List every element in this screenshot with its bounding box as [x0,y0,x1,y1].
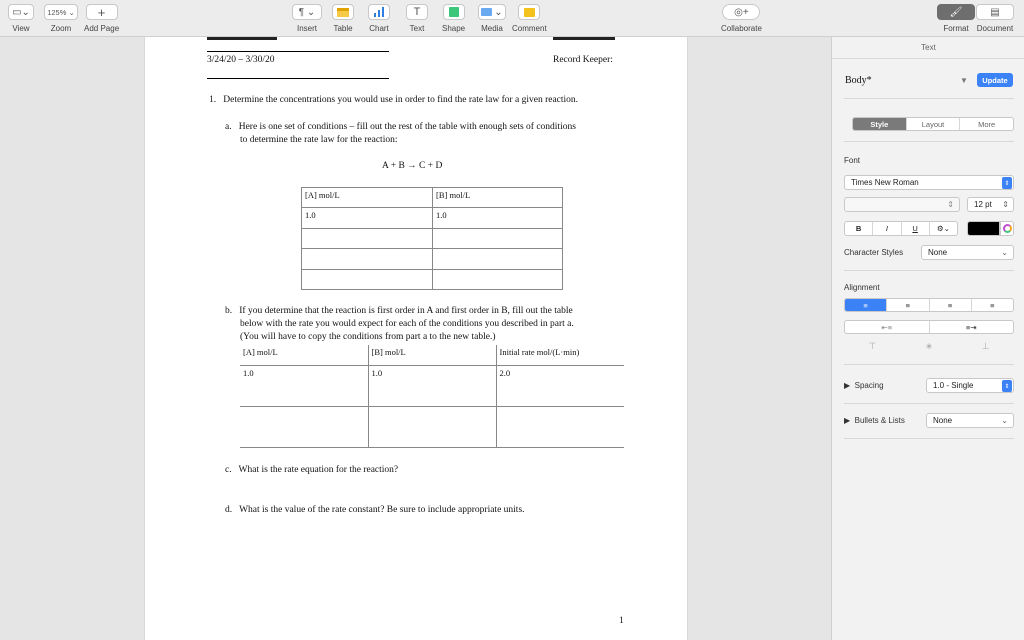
decrease-indent-icon[interactable]: ⇤≡ [845,321,930,333]
font-family-select[interactable] [844,175,1014,190]
format-button[interactable]: 🖌 Format [937,4,975,33]
rates-table[interactable] [240,345,624,448]
table-cell[interactable] [433,229,563,249]
shape-icon [443,4,465,20]
alignment-buttons [844,298,1014,312]
insert-button[interactable]: ¶ ⌄ Insert [292,4,322,33]
reaction-equation: A + B → C + D [382,161,443,171]
align-justify-icon[interactable]: ≡ [990,300,995,310]
align-top-icon[interactable]: ⊤ [868,341,877,351]
table-header[interactable]: [A] mol/L [302,188,433,208]
rule-line [207,51,389,52]
bold-button[interactable]: B [845,222,873,235]
text-color-swatch[interactable] [967,221,1000,236]
table-cell[interactable] [496,406,624,447]
question-a-line-1: a. Here is one set of conditions – fill out the rest of the table with enough sets of conditions [225,122,576,132]
document-canvas[interactable] [0,37,831,640]
divider [844,98,1014,99]
paragraph-icon: ¶ ⌄ [292,4,322,20]
table-row [302,208,563,229]
question-c: c. What is the rate equation for the reaction? [225,465,399,475]
align-middle-icon[interactable]: ∗ [925,341,933,351]
underline-button[interactable]: U [902,222,930,235]
table-row [302,229,563,249]
table-cell[interactable]: 1.0 [433,208,563,229]
question-1: 1. Determine the concentrations you would use in order to find the rate law for a given reaction. [209,95,579,105]
alignment-label: Alignment [844,283,880,292]
font-size-field[interactable] [967,197,1014,212]
question-d: d. What is the value of the rate constant? Be sure to include appropriate units. [225,505,525,515]
table-button[interactable]: Table [332,4,354,33]
table-header[interactable]: [B] mol/L [433,188,563,208]
chevron-down-icon: ⌄ [1001,248,1008,257]
table-cell[interactable] [240,406,368,447]
rule-line [207,78,389,79]
bullets-disclosure[interactable]: ▶ Bullets & Lists [844,416,905,425]
view-button[interactable]: ▭⌄ View [8,4,34,33]
comment-button[interactable]: Comment [512,4,547,33]
bullets-value: None [933,416,953,425]
vertical-align-buttons [844,341,1014,355]
question-b-line-2: below with the rate you would expect for each of the conditions you described in part a. [240,319,574,329]
font-typeface-select[interactable] [844,197,960,212]
collaborate-icon: ◎+ [722,4,760,20]
italic-button[interactable]: I [873,222,901,235]
date-range: 3/24/20 – 3/30/20 [207,55,275,65]
chart-button[interactable]: Chart [368,4,390,33]
media-icon: ⌄ [478,4,506,20]
align-center-icon[interactable]: ≡ [887,299,929,311]
select-stepper-icon: ⇕ [1002,380,1012,392]
font-section-label: Font [844,156,861,165]
cropped-text-fragment [553,37,615,40]
chevron-down-icon: ⌄ [1001,416,1008,425]
spacing-value: 1.0 - Single [933,381,974,390]
document-page[interactable] [144,37,688,640]
format-sidebar [831,37,1024,640]
paragraph-style-name[interactable]: Body* [845,75,872,86]
divider [844,403,1014,404]
text-button[interactable]: T Text [406,4,428,33]
conditions-table[interactable] [301,187,563,290]
table-cell[interactable]: 1.0 [368,365,496,406]
chevron-down-icon[interactable]: ▼ [960,76,968,85]
cropped-text-fragment [207,37,277,40]
color-wheel-icon[interactable] [1000,221,1014,236]
page-number: 1 [619,616,624,626]
table-cell[interactable] [302,229,433,249]
table-header[interactable]: Initial rate mol/(L·min) [496,345,624,365]
table-row [240,365,624,406]
divider [832,58,1024,59]
table-cell[interactable]: 2.0 [496,365,624,406]
indent-buttons [844,320,1014,334]
font-size-value: 12 pt [974,200,992,209]
character-styles-value: None [928,248,948,257]
table-cell[interactable] [302,249,433,270]
table-icon [332,4,354,20]
stepper-icon: ⇕ [947,200,954,209]
align-right-icon[interactable]: ≡ [930,299,972,311]
tab-more[interactable]: More [978,119,996,129]
table-row [302,249,563,270]
font-style-buttons [844,221,958,236]
update-button[interactable]: Update [977,73,1013,87]
divider [844,364,1014,365]
table-row [302,270,563,290]
increase-indent-icon[interactable]: ≡⇥ [965,322,977,332]
text-icon: T [406,4,428,20]
table-cell[interactable] [302,270,433,290]
view-icon: ▭⌄ [8,4,34,20]
question-b-line-3: (You will have to copy the conditions from part a to the new table.) [240,332,496,342]
bullets-select[interactable] [926,413,1014,428]
character-styles-label: Character Styles [844,248,904,257]
toolbar [0,0,1024,37]
chart-icon [368,4,390,20]
question-a-line-2: to determine the rate law for the reaction: [240,135,398,145]
collaborate-button[interactable]: ◎+ Collaborate [721,4,762,33]
align-bottom-icon[interactable]: ⊥ [981,341,990,351]
comment-icon [518,4,540,20]
gear-icon[interactable]: ⚙⌄ [936,224,950,233]
table-cell[interactable] [433,270,563,290]
table-header[interactable]: [B] mol/L [368,345,496,365]
document-button[interactable]: ▤ Document [976,4,1014,33]
stepper-icon: ⇕ [1002,200,1009,209]
table-cell[interactable] [368,406,496,447]
add-page-button[interactable]: + Add Page [84,4,120,33]
document-icon: ▤ [976,4,1014,20]
spacing-select[interactable] [926,378,1014,393]
font-family-value: Times New Roman [851,178,919,187]
zoom-button[interactable]: 125% ⌄ Zoom [44,4,78,33]
style-tabs [852,117,1014,131]
panel-tab-title: Text [921,43,936,52]
tab-style[interactable]: Style [853,118,907,130]
plus-icon: + [86,4,118,20]
select-stepper-icon: ⇕ [1002,177,1012,189]
record-keeper-label: Record Keeper: [553,55,613,65]
align-left-icon[interactable]: ≡ [845,299,887,311]
question-b-line-1: b. If you determine that the reaction is first order in A and first order in B, fill out the table [225,306,573,316]
shape-button[interactable]: Shape [442,4,465,33]
divider [844,438,1014,439]
table-cell[interactable]: 1.0 [240,365,368,406]
character-styles-select[interactable] [921,245,1014,260]
zoom-value: 125% ⌄ [44,4,78,20]
table-header[interactable]: [A] mol/L [240,345,368,365]
table-cell[interactable] [433,249,563,270]
spacing-disclosure[interactable]: ▶ Spacing [844,381,884,390]
media-button[interactable]: ⌄ Media [478,4,506,33]
divider [844,141,1014,142]
divider [844,270,1014,271]
tab-layout[interactable]: Layout [907,118,961,130]
table-row [240,406,624,447]
format-brush-icon: 🖌 [937,4,975,20]
table-cell[interactable]: 1.0 [302,208,433,229]
